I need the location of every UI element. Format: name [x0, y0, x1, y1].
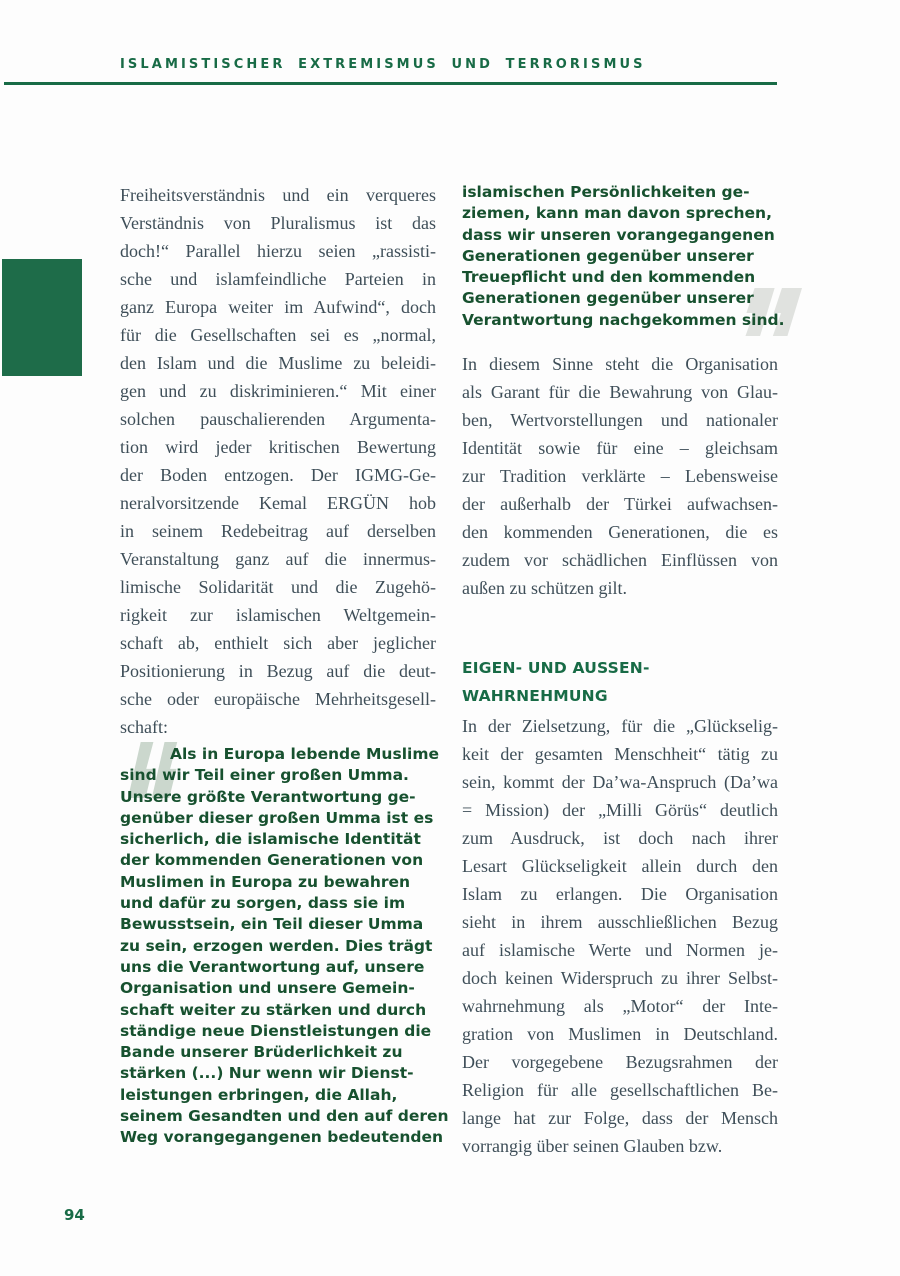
left-column-quote: Als in Europa lebende Muslime sind wir Teil einer großen Umma. Unsere größte Verantwortung ge- genüber dieser großen Umma ist es sicherlich, die islamische Identität der kommenden Generationen von Muslimen in Europa zu bewahren und dafür zu sorgen, dass sie im Bewusstsein, ein Teil dieser Umma zu sein, erzogen werden. Dies trägt uns die Verantwortung auf, unsere Organisation und unsere Gemein- schaft weiter zu stärken und durch ständige neue Dienstleistungen die Bande unserer Brüderlichkeit zu stärken (...) Nur wenn wir Dienst- leistungen erbringen, die Allah, seinem Gesandten und den auf deren Weg vorangegangenen bedeutenden	[120, 745, 449, 1147]
right-column-quote-continuation: islamischen Persönlichkeiten ge- ziemen, kann man davon sprechen, dass wir unseren vorangegangenen Generationen gegenüber unserer Treuepflicht und den kommenden Generationen gegenüber unserer Verantwortung nachgekommen sind.	[462, 183, 785, 329]
left-column-paragraph: Freiheitsverständnis und ein verqueres Verständnis von Pluralismus ist das doch!“ Parallel hierzu seien „rassisti- sche und islamfeindliche Parteien in ganz Europa weiter im Aufwind“, doch für die Gesellschaften sei es „normal, den Islam und die Muslime zu beleidi- gen und zu diskriminieren.“ Mit einer solchen pauschalierenden Argumenta- tion wird jeder kritischen Bewertung der Boden entzogen. Der IGMG-Ge- neralvorsitzende Kemal ERGÜN hob in seinem Redebeitrag auf derselben Veranstaltung ganz auf die innermus- limische Solidarität und die Zugehö- rigkeit zur islamischen Weltgemein- schaft ab, enthielt sich aber jeglicher Positionierung in Bezug auf die deut- sche oder europäische Mehrheitsgesell- schaft:	[120, 185, 436, 737]
header-rule	[4, 82, 777, 85]
margin-accent-block	[2, 259, 82, 376]
right-column-paragraph-2: In der Zielsetzung, für die „Glückselig- keit der gesamten Menschheit“ tätig zu sein, kommt der Da’wa-Anspruch (Da’wa = Mission) der „Milli Görüs“ deutlich zum Ausdruck, ist doch nach ihrer Lesart Glückseligkeit allein durch den Islam zu erlangen. Die Organisation sieht in ihrem ausschließlichen Bezug auf islamische Werte und Normen je- doch keinen Widerspruch zu ihrer Selbst- wahrnehmung als „Motor“ der Inte- gration von Muslimen in Deutschland. Der vorgegebene Bezugsrahmen der Religion für alle gesellschaftlichen Be- lange hat zur Folge, dass der Mensch vorrangig über seinen Glauben bzw.	[462, 716, 778, 1156]
page-number: 94	[64, 1206, 85, 1224]
page-header-title: ISLAMISTISCHER EXTREMISMUS UND TERRORISMUS	[120, 57, 646, 72]
right-column-paragraph-1: In diesem Sinne steht die Organisation als Garant für die Bewahrung von Glau- ben, Wertvorstellungen und nationaler Identität sowie für eine – gleichsam zur Tradition verklärte – Lebensweise der außerhalb der Türkei aufwachsen- den kommenden Generationen, die es zudem vor schädlichen Einflüssen von außen zu schützen gilt.	[462, 354, 778, 598]
section-heading: EIGEN- UND AUSSEN- WAHRNEHMUNG	[462, 659, 650, 705]
